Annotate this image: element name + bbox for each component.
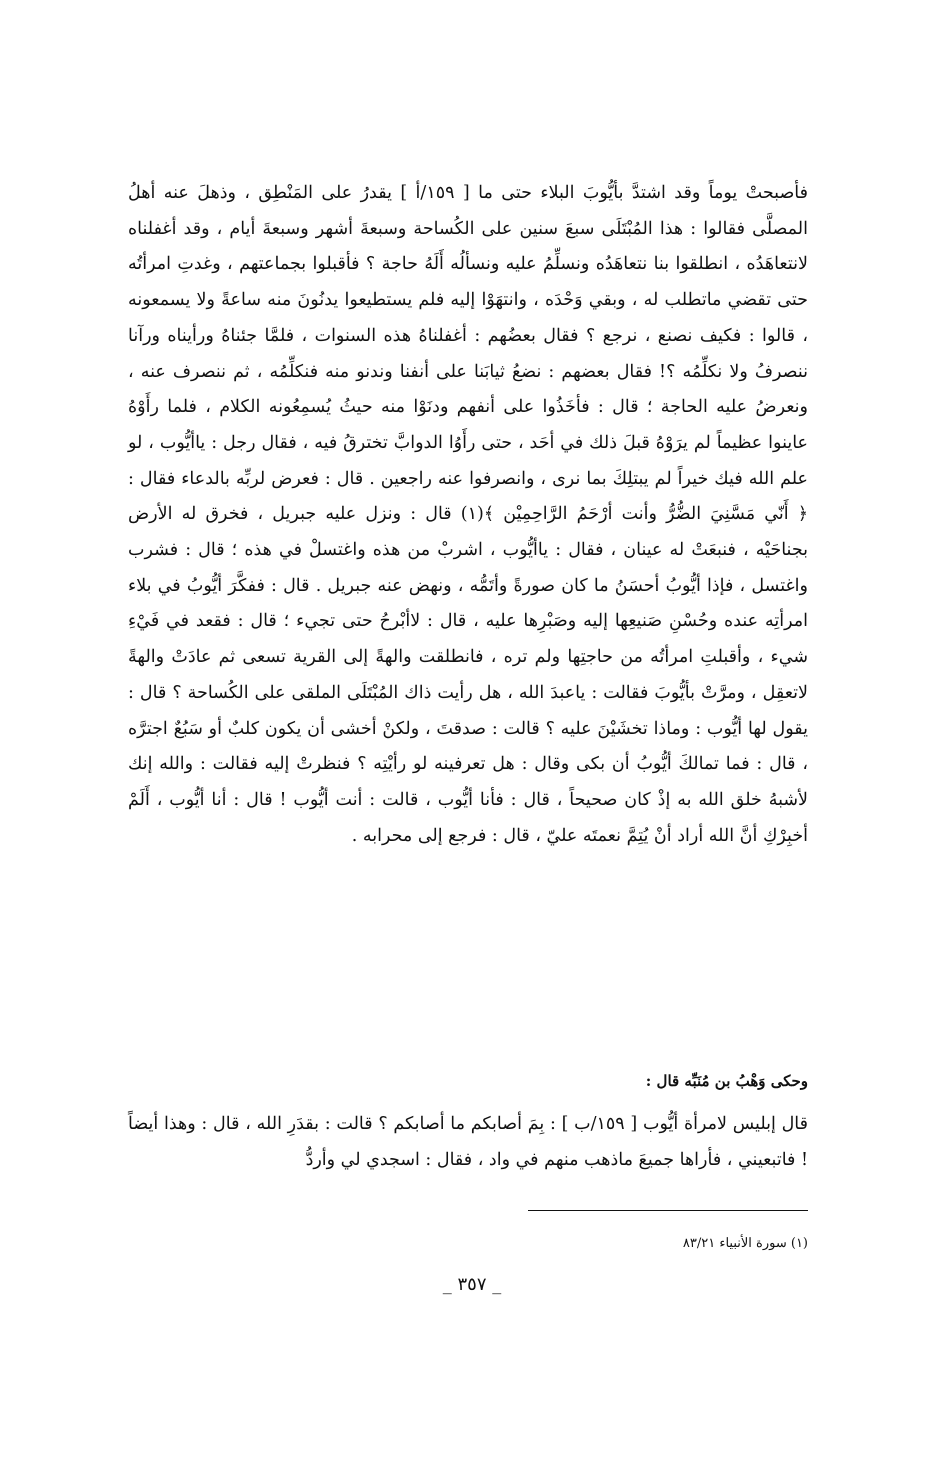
page-number: _ ٣٥٧ _ [442, 1274, 502, 1295]
footnote: (١) سورة الأنبياء ٨٣/٢١ [682, 1236, 808, 1251]
main-paragraph: فأصبحتْ يوماً وقد اشتدَّ بأيُّوبَ البلاء حتى ما [ ١٥٩/أ ] يقدرُ على المَنْطِق ، وذهلَ عنه أهلُ المصلَّى فقالوا : هذا المُبْتَلَى سبعَ سنين على الكُساحة وسبعةَ أشهر وسبعةَ أيام ، وقد أغفلناه لانتعاهَدُه ، انطلقوا بنا نتعاهَدُه ونسلِّمُ عليه ونسألُه أَلَهُ حاجة ؟ فأقبلوا بجماعتهم ، وغدتِ امرأتُه حتى تقضي ماتطلب له ، وبقي وَحْدَه ، وانتهَوْا إليه فلم يستطيعوا يدنُونَ منه ساعةً ولا يسمعونه ، قالوا : فكيف نصنع ، نرجع ؟ فقال بعضُهم : أغفلناهُ هذه السنوات ، فلمَّا جئناهُ ورأيناه ورآنا ننصرفُ ولا نكلِّمُه ؟! فقال بعضهم : نضعُ ثيابَنا على أنفنا وندنو منه فنكلِّمُه ، ثم ننصرف عنه ، ونعرضُ عليه الحاجة ؛ قال : فأخَذُوا على أنفهم ودنَوْا منه حيثُ يُسمِعُونه الكلام ، فلما رأَوْهُ عاينوا عظيماً لم يرَوْهُ قبلَ ذلك في أحَد ، حتى رأَوُا الدوابَّ تخترقُ فيه ، فقال رجل : ياأيُّوب ، لو علم الله فيك خيراً لم يبتلِكَ بما نرى ، وانصرفوا عنه راجعين . قال : فعرض لربِّه بالدعاء فقال : ﴿ أَنّي مَسَّنِيَ الضُّرُّ وأنت أرْحَمُ الرَّاحِمِيْن ﴾(١) قال : ونزل عليه جبريل ، فخرق له الأرض بجناحَيْه ، فنبعَتْ له عينان ، فقال : ياأيُّوب ، اشربْ من هذه واغتسلْ في هذه ؛ قال : فشرب واغتسل ، فإذا أيُّوبُ أحسَنُ ما كان صورةً وأتَمُّه ، ونهض عنه جبريل . قال : ففكَّرَ أيُّوبُ في بلاء امرأتِه عنده وحُسْنِ صَنيعِها إليه وصَبْرِها عليه ، قال : لاأبْرحُ حتى تجيء ؛ قال : فقعد في فَيْءِ شيء ، وأقبلتِ امرأتُه من حاجتِها ولم تره ، فانطلقت والهةً إلى القرية تسعى ثم عادَتْ والهةً لاتعقِل ، ومرَّتْ بأيُّوبَ فقالت : ياعبدَ الله ، هل رأيت ذاك المُبْتَلَى الملقى على الكُساحة ؟ قال : يقول لها أيُّوب : وماذا تخشَيْنَ عليه ؟ قالت : صدقتَ ، ولكنْ أخشى أن يكون كلبٌ أو سَبُعٌ اجترَّه ، قال : فما تمالكَ أيُّوبُ أن بكى وقال : هل تعرفينه لو رأيْتِه ؟ فنظرتْ إليه فقالت : والله إنك لأشبهُ خلق الله به إذْ كان صحيحاً ، قال : فأنا أيُّوب ، قالت : أنت أيُّوب ! قال : أنا أيُّوب ، أَلَمْ أخبِرْكِ أنَّ الله أراد أنْ يُتِمَّ نعمتَه عليّ ، قال : فرجع إلى محرابه . [128, 183, 808, 846]
footnote-separator [528, 1210, 808, 1211]
second-paragraph: قال إبليس لامرأة أيُّوب [ ١٥٩/ب ] : بِمَ أصابكم ما أصابكم ؟ قالت : بقدَرِ الله ، قال : وهذا أيضاً ! فاتبعيني ، فأراها جميعَ ماذهب منهم في واد ، فقال : اسجدي لي وأردُّ [128, 1114, 808, 1170]
narration-heading: وحكى وَهْبُ بن مُنَبِّه قال : [645, 1072, 808, 1090]
